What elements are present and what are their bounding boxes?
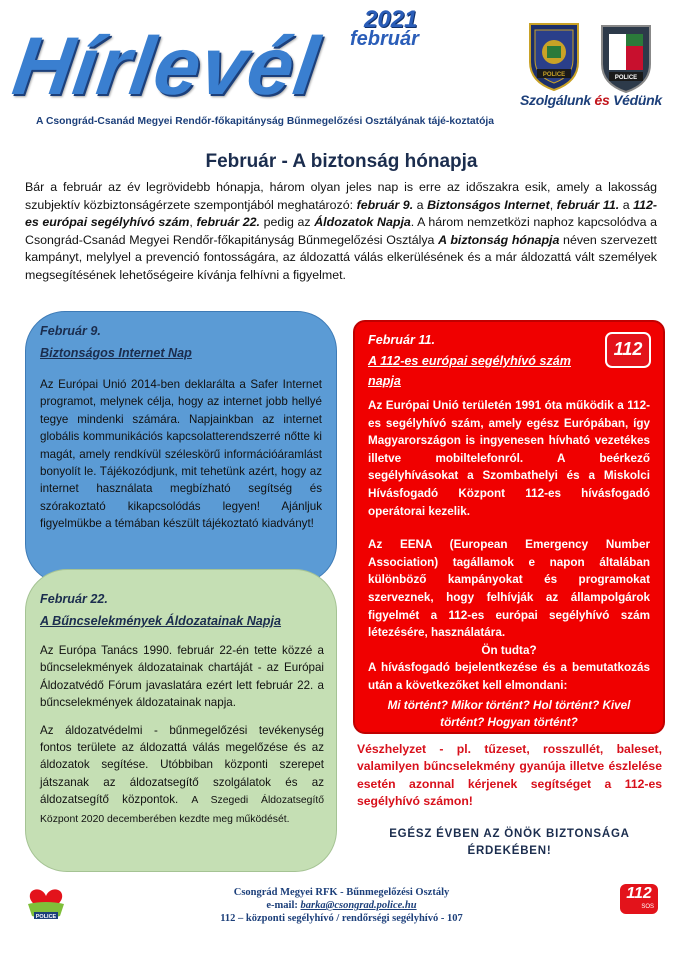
svg-text:POLICE: POLICE <box>614 75 638 81</box>
intro-text: , <box>189 215 197 229</box>
box-text <box>40 722 324 828</box>
box-text: Az Európai Unió területén 1991 óta működik a 112-es segélyhívó szám, amely egész Európában, így Magyarországon is ingyenesen hívható vezetékes illetve mobiltelefonról. A beérkező segélyhívásokat a Szombathelyi és a Miskolci Hívásfogadó Központ 112-es hívásfogadó operátorai kezelik. <box>368 399 650 518</box>
box-title-text: Biztonságos Internet Nap <box>40 346 192 360</box>
box-date: Február 11. <box>368 333 435 347</box>
box-title-text: A 112-es európai segélyhívó szám napja <box>368 354 571 388</box>
box-title <box>40 342 322 364</box>
intro-paragraph <box>25 179 657 284</box>
intro-text: a <box>619 197 634 212</box>
box-text-part: Az áldozatvédelmi - bűnmegelőzési tevékenység fontos területe az áldozattá válás megelőzése és az áldozatok segítése. Utóbbiban központi szerepet játszanak az áldozatsegítő szolgálatok és az áldozatsegítő központok. <box>40 723 324 807</box>
logo-sub: SOS <box>641 904 654 910</box>
svg-text:POLICE: POLICE <box>542 72 566 78</box>
box-title <box>40 610 324 632</box>
box-text: Az Európa Tanács 1990. február 22-én tette közzé a bűncselekmények áldozatainak chartáját - az Európai Áldozatvédő Fórum javaslatára ezért lett február 22. a bűncselekmények áldozatainak napja. <box>40 644 324 710</box>
logo-text: 112 <box>613 339 643 359</box>
county-police-badge <box>527 20 581 97</box>
slogan <box>520 92 662 108</box>
masthead-subtitle: A Csongrád-Csanád Megyei Rendőr-főkapitányság Bűnmegelőzési Osztályának tájé-koztatója <box>36 116 494 127</box>
footer-org: Csongrád Megyei RFK - Bűnmegelőzési Osztály <box>233 887 450 898</box>
footer-contact <box>0 886 683 925</box>
box-title-text: A Bűncselekmények Áldozatainak Napja <box>40 614 282 628</box>
intro-text: néven szervezett kampányt, melylyel a prevenció fontosságára, az áldozattá válás elkerülésének és a már áldozattá vált személyek megsegítésének lehetőségeire kívánja felhívni a figyelmet. <box>25 232 657 282</box>
footer-112-logo <box>620 884 658 914</box>
email-label: e-mail: <box>266 900 301 911</box>
footer-phones: 112 – központi segélyhívó / rendőrségi segélyhívó - 107 <box>220 913 463 924</box>
masthead-title: Hírlevél <box>7 21 325 112</box>
intro-text: , <box>549 197 557 212</box>
shield-icon <box>599 22 653 94</box>
box-title <box>368 351 600 391</box>
victims-day-box <box>25 569 337 872</box>
slogan-word-3: Védünk <box>613 92 662 108</box>
intro-day-name: Biztonságos Internet <box>427 197 550 212</box>
box-text: Az EENA (European Emergency Number Association) tagállamok e napon általában különböző kampányokat és programokat szerveznek, hogy felhívják az állampolgárok figyelmét a 112-es európai segélyhívó szám létezésére, használatára. <box>368 538 650 640</box>
box-text: Az Európai Unió 2014-ben deklarálta a Safer Internet programot, melynek célja, hogy az internet jobb hellyé tegye mindenki számára. Napjainkban az internet globális kommunikációs kapcsolatterendszerré nőtte ki magát, amely rendkívül széleskörű információáramlást bonyolít le. Tájékozódjunk, mit tehetünk azért, hogy az internet használata megbízható segítség és szórakoztató kikapcsolódás legyen! Ajánljuk figyelmükbe a témában készült tájékoztató kiadványt! <box>40 378 322 531</box>
intro-date: február 11. <box>556 197 620 212</box>
did-you-know: Ön tudta? <box>481 643 537 657</box>
box-date: Február 22. <box>40 592 108 606</box>
issue-year: 2021 <box>364 6 418 33</box>
intro-date: február 9. <box>356 197 414 212</box>
shield-icon <box>527 20 581 92</box>
closing-slogan: EGÉSZ ÉVBEN AZ ÖNÖK BIZTONSÁGA ÉRDEKÉBEN! <box>389 828 630 857</box>
intro-text: pedig az <box>260 215 315 229</box>
emergency-112-logo <box>605 332 651 368</box>
email-link[interactable]: barka@csongrad.police.hu <box>300 900 417 911</box>
slogan-word-2: és <box>594 92 610 108</box>
intro-day-name: Áldozatok Napja <box>314 215 411 229</box>
issue-month: február <box>350 28 419 50</box>
box-text: A hívásfogadó bejelentkezése és a bemutatkozás után a következőket kell elmondani: <box>368 661 650 692</box>
intro-text: . A három nemzetközi naphoz kapcsolódva a Csongrád-Csanád Megyei Rendőr-főkapitányság Bűnmegelőzési Osztálya <box>25 215 658 247</box>
footer-email-line <box>0 899 683 912</box>
national-police-badge <box>599 22 653 99</box>
emergency-warning: Vészhelyzet - pl. tűzeset, rosszullét, baleset, valamilyen bűncselekmény gyanúja illetve észlelése esetén azonnal kérjenek segítséget a 112-es segélyhívó számon! <box>357 742 662 809</box>
box-date: Február 9. <box>40 324 101 338</box>
intro-day-name: 112-es európai segélyhívó szám <box>25 197 658 229</box>
intro-text: a <box>413 197 428 212</box>
intro-date: február 22. <box>196 215 260 229</box>
campaign-name: A biztonság hónapja <box>438 232 560 247</box>
internet-day-box <box>25 311 337 584</box>
slogan-word-1: Szolgálunk <box>520 92 591 108</box>
questions-list: Mi történt? Mikor történt? Hol történt? Kivel történt? Hogyan történt? <box>387 698 631 730</box>
intro-text: Bár a február az év legrövidebb hónapja, három olyan jeles nap is erre az időszakra esik, amely a lakosság szubjektív közbiztonságérzete szempontjából meghatározó: <box>25 180 657 212</box>
box-text-part: A Szegedi Áldozatsegítő Központ 2020 decemberében kezdte meg működését. <box>40 795 324 825</box>
emergency-number-box <box>353 320 665 734</box>
svg-text:POLICE: POLICE <box>35 914 57 920</box>
page-title: Február - A biztonság hónapja <box>205 151 478 172</box>
logo-number: 112 <box>626 885 652 902</box>
